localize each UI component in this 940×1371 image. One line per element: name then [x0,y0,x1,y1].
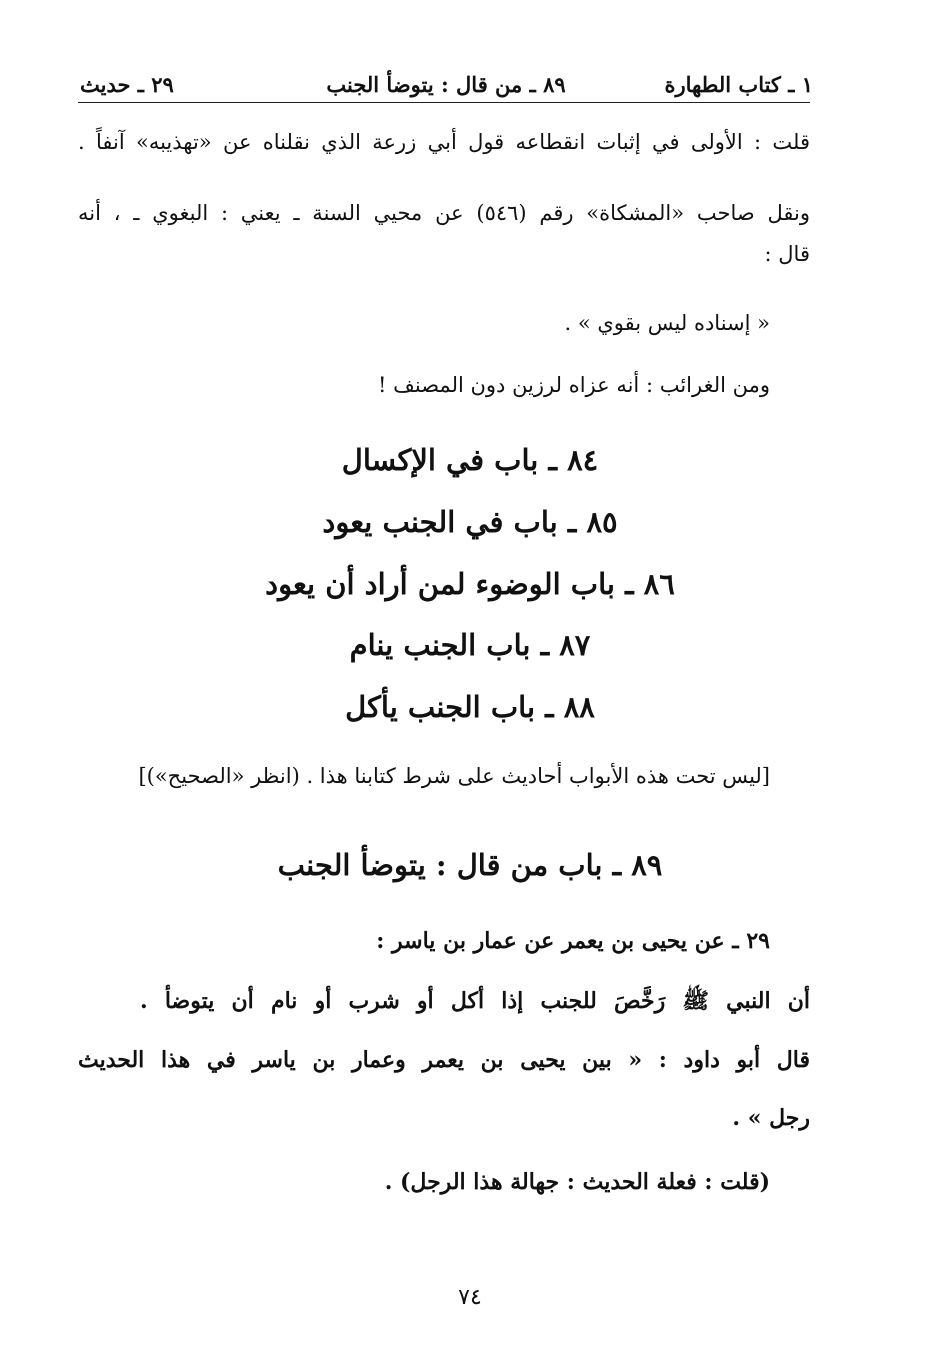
paragraph-mishkat-line1: ونقل صاحب «المشكاة» رقم (٥٤٦) عن محيي السنة ـ يعني : البغوي ـ ، أنه [78,201,810,225]
chapter-heading-86: ٨٦ ـ باب الوضوء لمن أراد أن يعود [265,567,675,601]
abu-dawud-comment-line1: قال أبو داود : « بين يحيى بن يعمر وعمار بن ياسر في هذا الحديث [78,1047,810,1073]
chapter-heading-85: ٨٥ ـ باب في الجنب يعود [322,505,618,539]
chapter-heading-84: ٨٤ ـ باب في الإكسال [341,443,599,477]
editor-comment: (قلت : فعلة الحديث : جهالة هذا الرجل) . [384,1169,770,1195]
paragraph-tahdhib: قلت : الأولى في إثبات انقطاعه قول أبي زرعة الذي نقلناه عن «تهذيبه» آنفاً . [78,130,810,154]
running-header-chapter: ٨٩ ـ من قال : يتوضأ الجنب [326,72,566,97]
editorial-note: [ليس تحت هذه الأبواب أحاديث على شرط كتابنا هذا . (انظر «الصحيح»)] [138,764,770,788]
paragraph-mishkat-line2: قال : [764,242,810,266]
running-header-hadith: ٢٩ ـ حديث [80,72,174,97]
abu-dawud-comment-line2: رجل » . [732,1105,810,1131]
header-rule [78,102,810,103]
page-number: ٧٤ [458,1285,482,1310]
chapter-heading-89: ٨٩ ـ باب من قال : يتوضأ الجنب [277,848,663,882]
paragraph-gharaib: ومن الغرائب : أنه عزاه لرزين دون المصنف ! [378,373,770,397]
quote-isnad: « إسناده ليس بقوي » . [564,311,770,335]
hadith-matn: أن النبي ﷺ رَخَّصَ للجنب إذا أكل أو شرب أو نام أن يتوضأ . [140,988,810,1014]
hadith-isnad: ٢٩ ـ عن يحيى بن يعمر عن عمار بن ياسر : [376,928,770,954]
chapter-heading-88: ٨٨ ـ باب الجنب يأكل [345,690,595,724]
chapter-heading-87: ٨٧ ـ باب الجنب ينام [349,628,591,662]
running-header-book: ١ ـ كتاب الطهارة [664,72,813,97]
